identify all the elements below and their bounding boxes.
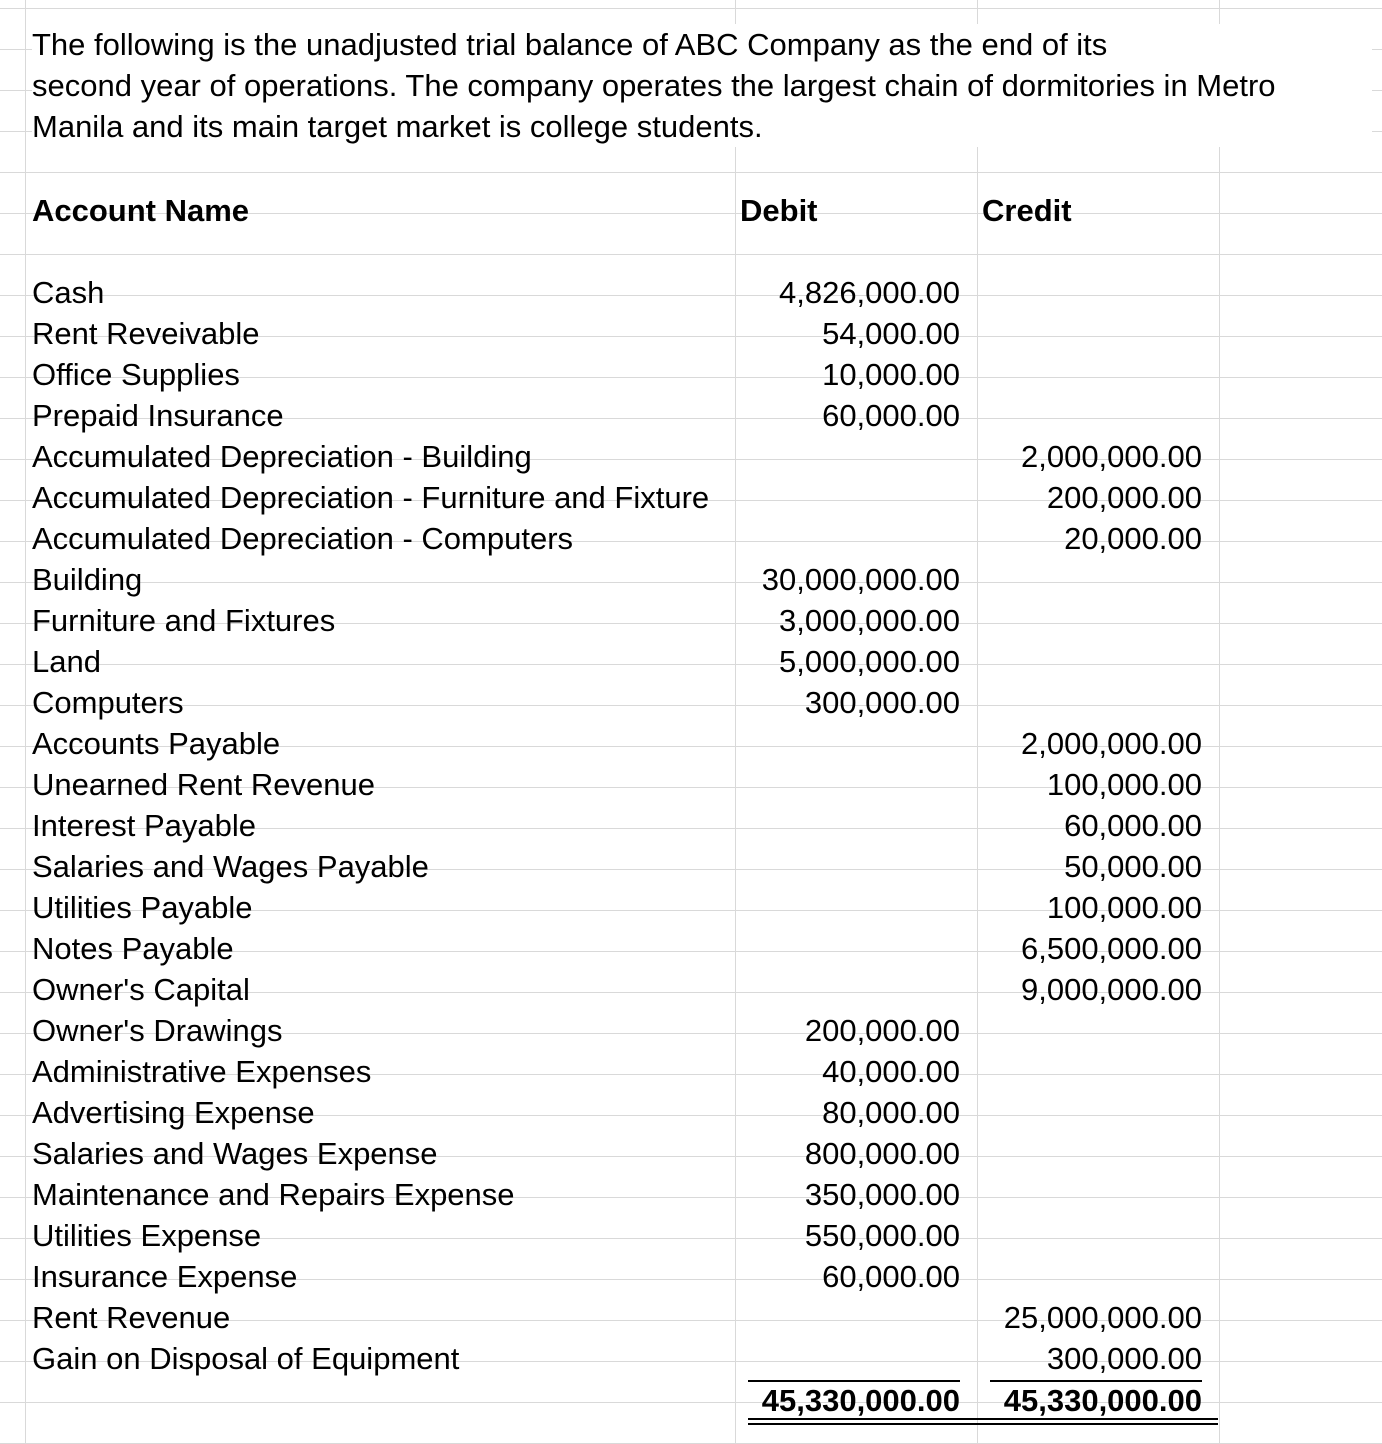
debit-cell <box>740 969 960 1010</box>
credit-cell <box>982 682 1202 723</box>
intro-paragraph <box>32 24 1372 147</box>
account-name-cell: Prepaid Insurance <box>32 398 284 433</box>
debit-cell <box>740 477 960 518</box>
credit-cell: 9,000,000.00 <box>1020 972 1202 1007</box>
debit-cell <box>740 723 960 764</box>
account-name-cell: Insurance Expense <box>32 1259 298 1294</box>
account-name-cell: Advertising Expense <box>32 1095 315 1130</box>
debit-cell: 80,000.00 <box>822 1095 960 1130</box>
credit-cell: 2,000,000.00 <box>1020 439 1202 474</box>
credit-cell <box>982 1092 1202 1133</box>
account-name-cell: Utilities Expense <box>32 1218 262 1253</box>
account-name-cell: Notes Payable <box>32 931 234 966</box>
account-name-cell: Unearned Rent Revenue <box>32 767 375 802</box>
account-name-cell: Land <box>32 644 101 679</box>
debit-cell: 40,000.00 <box>822 1054 960 1089</box>
debit-cell: 30,000,000.00 <box>761 562 960 597</box>
credit-cell <box>982 600 1202 641</box>
grid-row-line <box>0 8 1382 9</box>
debit-cell <box>740 764 960 805</box>
account-name-cell: Gain on Disposal of Equipment <box>32 1341 460 1376</box>
debit-cell: 800,000.00 <box>804 1136 960 1171</box>
credit-cell: 300,000.00 <box>1046 1341 1202 1376</box>
debit-cell: 54,000.00 <box>822 316 960 351</box>
debit-cell <box>740 846 960 887</box>
account-name-cell: Accumulated Depreciation - Furniture and Fixture <box>32 480 710 515</box>
debit-cell: 350,000.00 <box>804 1177 960 1212</box>
debit-cell <box>740 436 960 477</box>
total-debit: 45,330,000.00 <box>761 1383 960 1418</box>
debit-cell: 10,000.00 <box>822 357 960 392</box>
debit-header: Debit <box>740 193 818 228</box>
grid-row-line <box>0 254 1382 255</box>
debit-cell: 300,000.00 <box>804 685 960 720</box>
credit-cell <box>982 313 1202 354</box>
account-name-cell: Accounts Payable <box>32 726 281 761</box>
total-underline-top <box>748 1380 960 1382</box>
debit-cell <box>740 1297 960 1338</box>
account-name-cell: Rent Reveivable <box>32 316 260 351</box>
credit-cell <box>982 1174 1202 1215</box>
account-name-cell: Office Supplies <box>32 357 240 392</box>
credit-cell: 25,000,000.00 <box>1003 1300 1202 1335</box>
credit-cell: 200,000.00 <box>1046 480 1202 515</box>
account-name-cell: Salaries and Wages Payable <box>32 849 429 884</box>
debit-cell <box>740 928 960 969</box>
debit-cell: 3,000,000.00 <box>778 603 960 638</box>
debit-cell: 60,000.00 <box>822 398 960 433</box>
credit-cell <box>982 1010 1202 1051</box>
credit-cell: 20,000.00 <box>1064 521 1202 556</box>
credit-cell: 2,000,000.00 <box>1020 726 1202 761</box>
account-name-cell: Interest Payable <box>32 808 257 843</box>
credit-cell <box>982 1133 1202 1174</box>
account-name-cell: Administrative Expenses <box>32 1054 372 1089</box>
total-underline-top <box>990 1380 1202 1382</box>
credit-cell <box>982 395 1202 436</box>
credit-cell: 100,000.00 <box>1046 767 1202 802</box>
debit-cell <box>740 1338 960 1379</box>
account-name-cell: Owner's Capital <box>32 972 250 1007</box>
grid-column-line <box>25 0 26 1444</box>
credit-cell: 6,500,000.00 <box>1020 931 1202 966</box>
debit-cell: 550,000.00 <box>804 1218 960 1253</box>
credit-cell: 50,000.00 <box>1064 849 1202 884</box>
account-name-cell: Accumulated Depreciation - Building <box>32 439 532 474</box>
intro-line: The following is the unadjusted trial balance of ABC Company as the end of its <box>32 27 1108 62</box>
account-name-cell: Rent Revenue <box>32 1300 231 1335</box>
credit-cell: 100,000.00 <box>1046 890 1202 925</box>
debit-cell: 60,000.00 <box>822 1259 960 1294</box>
credit-cell: 60,000.00 <box>1064 808 1202 843</box>
credit-cell <box>982 272 1202 313</box>
credit-cell <box>982 1256 1202 1297</box>
total-double-underline <box>748 1418 1218 1420</box>
intro-line: second year of operations. The company operates the largest chain of dormitories in Metro <box>32 68 1276 103</box>
account-name-cell: Building <box>32 562 143 597</box>
account-name-cell: Cash <box>32 275 105 310</box>
account-name-cell: Accumulated Depreciation - Computers <box>32 521 574 556</box>
debit-cell <box>740 518 960 559</box>
intro-line: Manila and its main target market is college students. <box>32 109 763 144</box>
account-name-header: Account Name <box>32 193 250 228</box>
grid-column-line <box>1219 0 1220 1444</box>
grid-column-line <box>977 0 978 1444</box>
account-name-cell: Utilities Payable <box>32 890 253 925</box>
account-name-cell: Owner's Drawings <box>32 1013 283 1048</box>
debit-cell <box>740 887 960 928</box>
debit-cell: 4,826,000.00 <box>778 275 960 310</box>
credit-cell <box>982 641 1202 682</box>
credit-cell <box>982 1215 1202 1256</box>
account-name-cell: Maintenance and Repairs Expense <box>32 1177 515 1212</box>
debit-cell: 5,000,000.00 <box>778 644 960 679</box>
account-name-cell: Computers <box>32 685 184 720</box>
debit-cell <box>740 805 960 846</box>
credit-cell <box>982 1051 1202 1092</box>
debit-cell: 200,000.00 <box>804 1013 960 1048</box>
credit-cell <box>982 354 1202 395</box>
grid-row-line <box>0 172 1382 173</box>
account-name-cell: Furniture and Fixtures <box>32 603 336 638</box>
credit-cell <box>982 559 1202 600</box>
grid-column-line <box>735 0 736 1444</box>
account-name-cell: Salaries and Wages Expense <box>32 1136 438 1171</box>
total-double-underline <box>748 1423 1218 1425</box>
credit-header: Credit <box>982 193 1072 228</box>
total-credit: 45,330,000.00 <box>1003 1383 1202 1418</box>
